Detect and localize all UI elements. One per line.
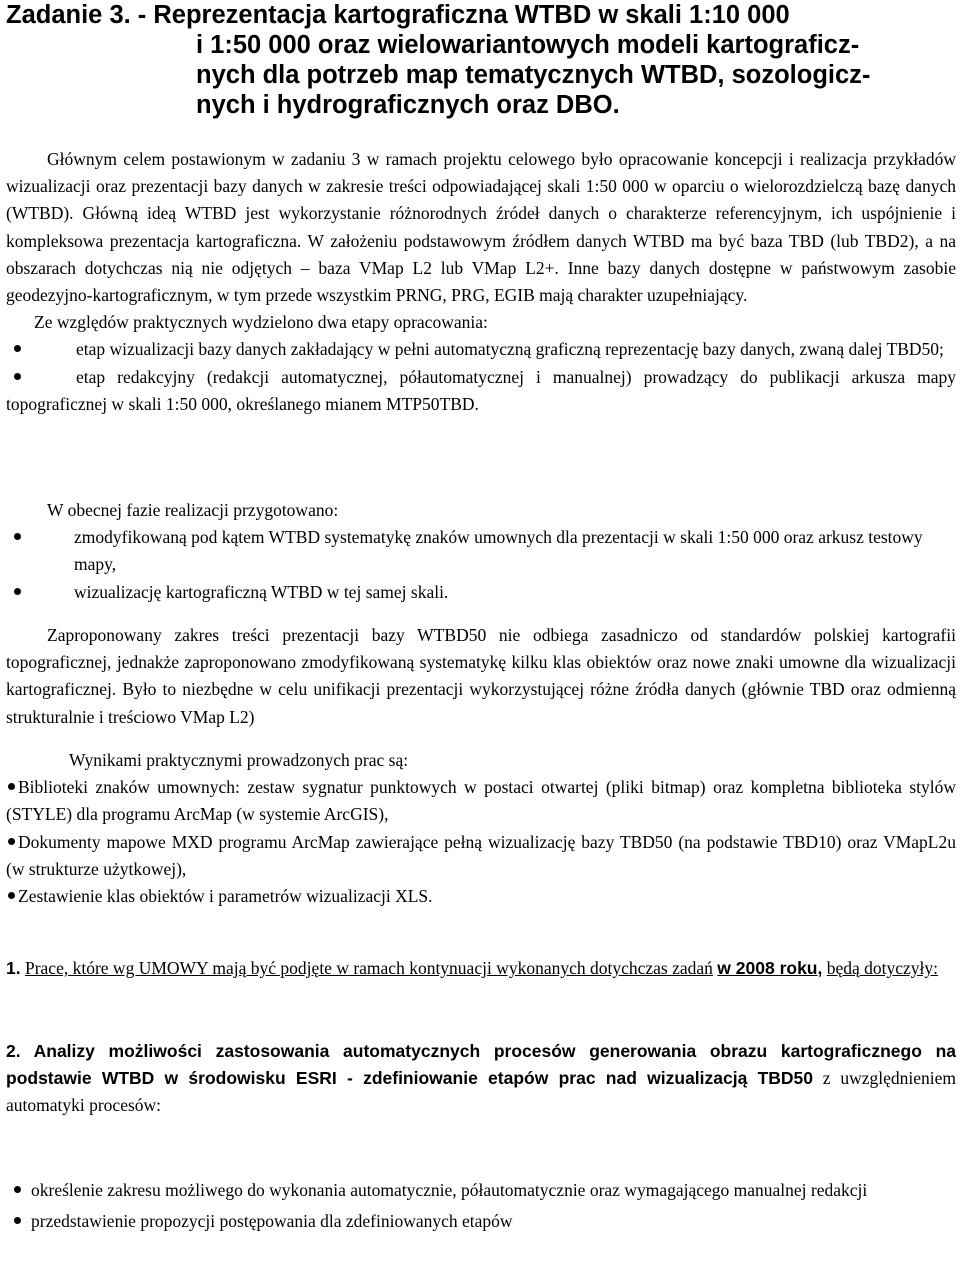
list-item-text: Biblioteki znaków umownych: zestaw sygnatur punktowych w postaci otwartej (pliki bitmap) oraz kompletna biblioteka stylów (STYLE) dla programu ArcMap (w systemie ArcGIS), — [6, 777, 956, 825]
list-item-text: etap wizualizacji bazy danych zakładający w pełni automatyczną graficzną reprezentację bazy danych, zwaną dalej TBD50; — [76, 339, 944, 360]
section-2-title: 2. Analizy możliwości zastosowania automatycznych procesów generowania obrazu kartograficznego na podstawie WTBD w środowisku ESRI - zdefiniowanie etapów prac nad wizualizacją TBD50 — [6, 1041, 956, 1089]
list-item-text: przedstawienie propozycji postępowania dla zdefiniowanych etapów — [31, 1211, 513, 1232]
bullet-icon — [8, 892, 15, 899]
list-item-text: Dokumenty mapowe MXD programu ArcMap zawierające pełną wizualizację bazy TBD50 (na podstawie TBD10) oraz VMapL2u (w strukturze użytkowej), — [6, 831, 956, 879]
list-item — [6, 524, 956, 578]
bullet-icon — [14, 373, 21, 380]
bullet-icon — [14, 1186, 21, 1193]
final-list — [6, 1177, 956, 1235]
results-heading: Wynikami praktycznymi prowadzonych prac są: — [69, 750, 409, 770]
intro-paragraph: Głównym celem postawionym w zadaniu 3 w ramach projektu celowego było opracowanie koncepcji i realizacja przykładów wizualizacji oraz prezentacji bazy danych w zakresie treści odpowiadającej skali 1:50 000 w oparciu o wielorozdzielczą bazę danych (WTBD). Główną ideą WTBD jest wykorzystanie różnorodnych źródeł danych o charakterze referencyjnym, ich uspójnienie i kompleksowa prezentacja kartograficzna. W założeniu podstawowym źródłem danych WTBD ma być baza TBD (lub TBD2), a na obszarach dotychczas nią nie odjętych – baza VMap L2 lub VMap L2+. Inne bazy danych dostępne w państwowym zasobie geodezyjno-kartograficznym, w tym przede wszystkim PRNG, PRG, EGIB mają charakter uzupełniający. — [6, 149, 956, 306]
section-2-rest: z uwzględnieniem automatyki procesów: — [6, 1068, 956, 1116]
bullet-icon — [14, 588, 21, 595]
section-1 — [6, 955, 956, 982]
section-2-heading — [6, 1038, 956, 1120]
section-1-heading — [6, 955, 956, 982]
proposed-paragraph: Zaproponowany zakres treści prezentacji bazy WTBD50 nie odbiega zasadniczo od standardów polskiej kartografii topograficznej, jednakże zaproponowano zmodyfikowaną systematykę kilku klas obiektów oraz nowe znaki umowne dla wizualizacji kartograficznej. Było to niezbędne w celu unifikacji prezentacji wykorzystującej różne źródła danych (głównie TBD oraz odmienną strukturalnie i treściowo VMap L2) — [6, 625, 956, 727]
section-1-text: Prace, które wg UMOWY mają być podjęte w ramach kontynuacji wykonanych dotychczas zadań — [24, 958, 713, 978]
section-2 — [6, 1038, 956, 1120]
prepared-section — [6, 497, 956, 606]
task-title — [6, 0, 956, 120]
results-section — [6, 747, 956, 910]
bullet-icon — [8, 838, 15, 845]
list-item — [6, 336, 956, 363]
proposed-section — [6, 622, 956, 731]
section-1-year: w 2008 roku, — [717, 958, 823, 978]
title-line: Zadanie 3. - Reprezentacja kartograficzna WTBD w skali 1:10 000 — [6, 1, 790, 29]
title-line: nych dla potrzeb map tematycznych WTBD, sozologicz- — [196, 61, 871, 89]
prepared-heading: W obecnej fazie realizacji przygotowano: — [47, 500, 339, 520]
list-item-text: wizualizację kartograficzną WTBD w tej samej skali. — [74, 581, 449, 602]
section-number: 1. — [6, 958, 21, 978]
list-item-text: zmodyfikowaną pod kątem WTBD systematykę znaków umownych dla prezentacji w skali 1:50 000 oraz arkusz testowy mapy, — [74, 527, 923, 575]
list-item-text: Zestawienie klas obiektów i parametrów wizualizacji XLS. — [18, 886, 433, 907]
list-item — [6, 774, 956, 828]
title-line: i 1:50 000 oraz wielowariantowych modeli kartograficz- — [196, 31, 860, 59]
list-item — [6, 1177, 956, 1204]
list-item — [6, 579, 956, 606]
stages-lead: Ze względów praktycznych wydzielono dwa etapy opracowania: — [34, 312, 488, 333]
list-item — [6, 1208, 956, 1235]
section-1-tail: będą dotyczyły: — [826, 958, 939, 978]
list-item-text: określenie zakresu możliwego do wykonania automatycznie, półautomatycznie oraz wymagającego manualnej redakcji — [31, 1180, 868, 1200]
intro-section — [6, 146, 956, 418]
title-line: nych i hydrograficznych oraz DBO. — [196, 91, 620, 119]
list-item-text: etap redakcyjny (redakcji automatycznej, półautomatycznej i manualnej) prowadzący do publikacji arkusza mapy topograficznej w skali 1:50 000, określanego mianem MTP50TBD. — [6, 366, 956, 414]
list-item — [6, 829, 956, 883]
list-item — [6, 883, 956, 910]
list-item — [6, 364, 956, 418]
